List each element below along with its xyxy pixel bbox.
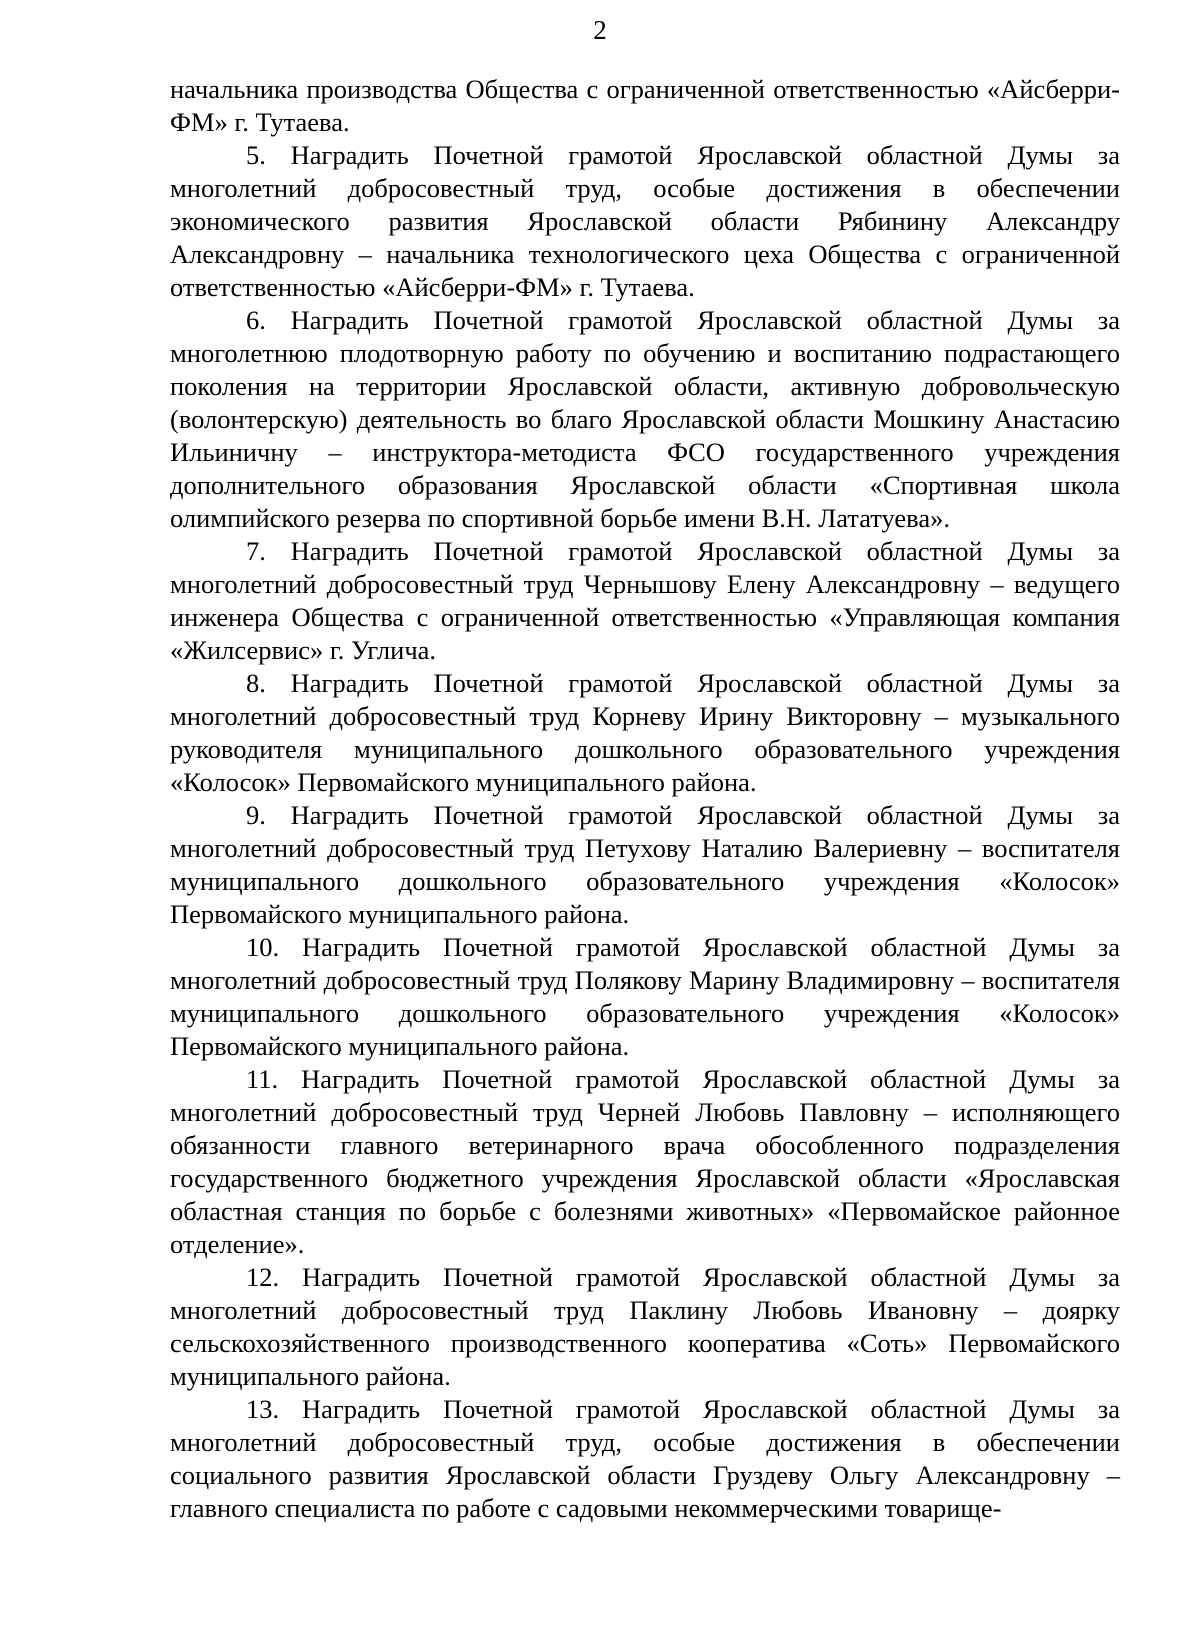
paragraph-item-11 — [170, 1063, 1120, 1261]
item-number: 11. — [246, 1064, 279, 1094]
document-body — [170, 73, 1120, 1525]
paragraph-item-8 — [170, 667, 1120, 799]
paragraph-item-12 — [170, 1261, 1120, 1393]
item-number: 8. — [246, 668, 266, 698]
paragraph-item-10 — [170, 931, 1120, 1063]
item-number: 13. — [246, 1394, 280, 1424]
paragraph-item-5 — [170, 139, 1120, 304]
paragraph-item-9 — [170, 799, 1120, 931]
paragraph-text: Наградить Почетной грамотой Ярославской областной Думы за многолетний добросовестный труд Паклину Любовь Ивановну – доярку сельскохозяйственного производственного кооператива «Соть» Первомайского муниципального района. — [170, 1262, 1120, 1391]
item-number: 9. — [246, 800, 266, 830]
paragraph-text: Наградить Почетной грамотой Ярославской областной Думы за многолетний добросовестный труд, особые достижения в обеспечении экономического развития Ярославской области Рябинину Александру Александровну – начальника технологического цеха Общества с ограниченной ответственностью «Айсберри-ФМ» г. Тутаева. — [170, 140, 1120, 302]
paragraph-text: Наградить Почетной грамотой Ярославской областной Думы за многолетний добросовестный труд, особые достижения в обеспечении социального развития Ярославской области Груздеву Ольгу Александровну – главного специалиста по работе с садовыми некоммерческими товарище- — [170, 1394, 1120, 1523]
item-number: 5. — [246, 140, 266, 170]
paragraph-item-7 — [170, 535, 1120, 667]
page-number: 2 — [593, 15, 607, 45]
paragraph-text: Наградить Почетной грамотой Ярославской областной Думы за многолетний добросовестный труд Полякову Марину Владимировну – воспитателя муниципального дошкольного образовательного учреждения «Колосок» Первомайского муниципального района. — [170, 932, 1120, 1061]
paragraph-text: Наградить Почетной грамотой Ярославской областной Думы за многолетнюю плодотворную работу по обучению и воспитанию подрастающего поколения на территории Ярославской области, активную добровольческую (волонтерскую) деятельность во благо Ярославской области Мошкину Анастасию Ильиничну – инструктора-методиста ФСО государственного учреждения дополнительного образования Ярославской области «Спортивная школа олимпийского резерва по спортивной борьбе имени В.Н. Лататуева». — [170, 305, 1120, 533]
paragraph-item-13 — [170, 1393, 1120, 1525]
item-number: 10. — [246, 932, 280, 962]
item-number: 12. — [246, 1262, 280, 1292]
paragraph-text: Наградить Почетной грамотой Ярославской областной Думы за многолетний добросовестный труд Корневу Ирину Викторовну – музыкального руководителя муниципального дошкольного образовательного учреждения «Колосок» Первомайского муниципального района. — [170, 668, 1120, 797]
item-number: 6. — [246, 305, 266, 335]
paragraph-text: Наградить Почетной грамотой Ярославской областной Думы за многолетний добросовестный труд Черней Любовь Павловну – исполняющего обязанности главного ветеринарного врача обособленного подразделения государственного бюджетного учреждения Ярославской области «Ярославская областная станция по борьбе с болезнями животных» «Первомайское районное отделение». — [170, 1064, 1120, 1259]
paragraph-text: Наградить Почетной грамотой Ярославской областной Думы за многолетний добросовестный труд Чернышову Елену Александровну – ведущего инженера Общества с ограниченной ответственностью «Управляющая компания «Жилсервис» г. Углича. — [170, 536, 1120, 665]
paragraph-text: начальника производства Общества с ограниченной ответственностью «Айсберри-ФМ» г. Тутаева. — [170, 74, 1120, 137]
paragraph-text: Наградить Почетной грамотой Ярославской областной Думы за многолетний добросовестный труд Петухову Наталию Валериевну – воспитателя муниципального дошкольного образовательного учреждения «Колосок» Первомайского муниципального района. — [170, 800, 1120, 929]
paragraph-continuation — [170, 73, 1120, 139]
paragraph-item-6 — [170, 304, 1120, 535]
item-number: 7. — [246, 536, 266, 566]
